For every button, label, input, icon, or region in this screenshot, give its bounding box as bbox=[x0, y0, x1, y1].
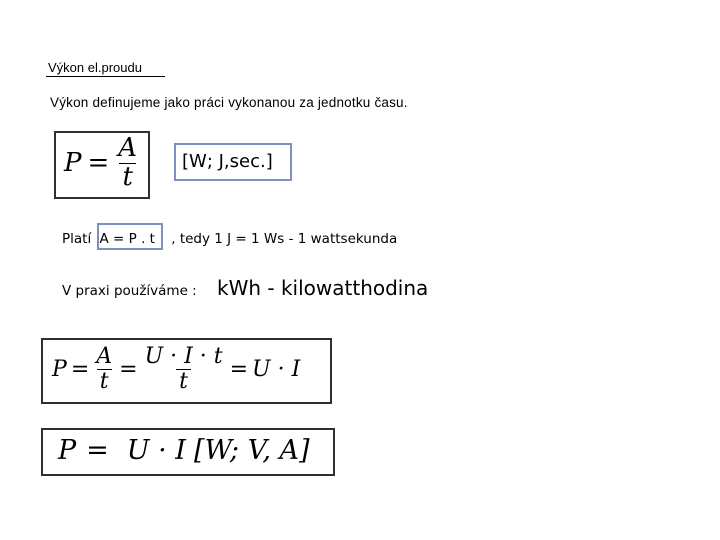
formula-equals: = bbox=[86, 434, 109, 466]
formula-fraction bbox=[115, 135, 140, 191]
formula-lhs: P bbox=[64, 148, 82, 178]
formula-equals: = bbox=[119, 356, 138, 382]
formula-rhs: U · I bbox=[126, 434, 186, 466]
formula-power-voltage-current-content bbox=[58, 428, 310, 472]
formula-equals: = bbox=[87, 148, 110, 178]
formula-lhs: P bbox=[52, 356, 67, 382]
formula-units: [W; V, A] bbox=[193, 434, 310, 466]
praxi-unit: kWh - kilowatthodina bbox=[217, 276, 429, 300]
praxi-prefix: V praxi používáme : bbox=[62, 283, 197, 299]
plati-suffix: , tedy 1 J = 1 Ws - 1 wattsekunda bbox=[171, 231, 398, 247]
plati-line bbox=[62, 231, 397, 247]
formula-power-derivation-content bbox=[52, 338, 300, 400]
fraction-numerator: A bbox=[96, 344, 113, 370]
units-label: [W; J,sec.] bbox=[174, 143, 292, 181]
formula-rhs: U · I bbox=[252, 356, 301, 382]
formula-equals: = bbox=[229, 356, 249, 382]
fraction-denominator: t bbox=[119, 163, 135, 191]
fraction-numerator: U · I · t bbox=[144, 344, 223, 370]
formula-fraction bbox=[142, 345, 226, 392]
fraction-denominator: t bbox=[97, 369, 112, 393]
formula-equals: = bbox=[70, 356, 90, 382]
formula-fraction bbox=[93, 345, 115, 392]
plati-prefix: Platí bbox=[62, 231, 92, 247]
plati-boxed-formula: A = P . t bbox=[99, 231, 155, 247]
fraction-denominator: t bbox=[176, 369, 191, 393]
formula-power-definition-content bbox=[64, 131, 140, 195]
formula-lhs: P bbox=[58, 434, 77, 466]
fraction-numerator: A bbox=[118, 133, 138, 164]
definition-text: Výkon definujeme jako práci vykonanou za jednotku času. bbox=[50, 95, 408, 110]
section-heading: Výkon el.proudu bbox=[46, 59, 165, 77]
